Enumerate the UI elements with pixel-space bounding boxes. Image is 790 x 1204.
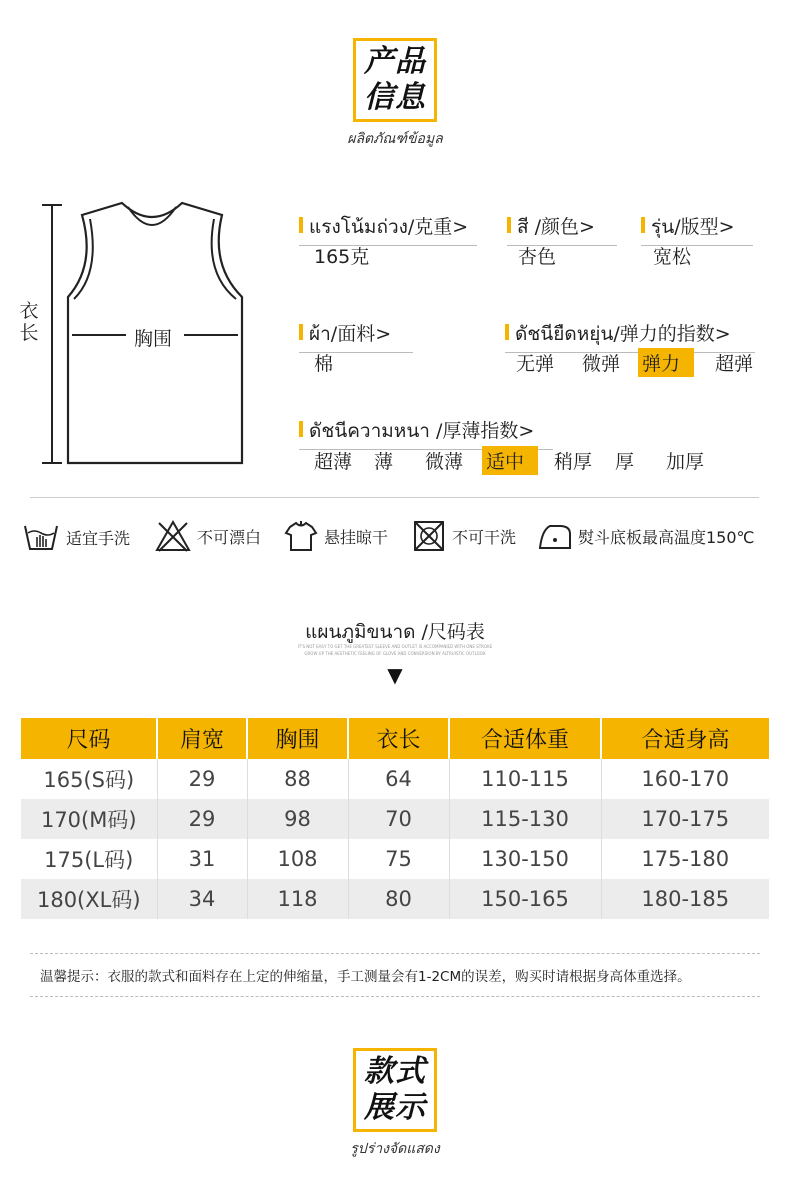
size-chart-title: แผนภูมิขนาด /尺码表 [305, 621, 485, 643]
table-cell: 118 [247, 879, 348, 919]
elasticity-option: 无弹 [516, 353, 555, 375]
fabric-label: ผ้า/面料> [299, 319, 413, 353]
table-cell: 170(M码) [21, 799, 157, 839]
table-cell: 115-130 [449, 799, 601, 839]
length-label: 衣 长 [19, 300, 39, 344]
color-label: สี /颜色> [507, 212, 617, 246]
fit-value: 宽松 [653, 246, 692, 268]
table-row [21, 879, 769, 919]
table-cell: 31 [157, 839, 247, 879]
thickness-option: 加厚 [666, 451, 705, 473]
table-cell: 150-165 [449, 879, 601, 919]
table-header-row [21, 718, 769, 759]
badge-subtitle: รูปร่างจัดแสดง [350, 1141, 440, 1157]
care-label: 适宜手洗 [66, 528, 131, 548]
care-item-hand-wash [22, 521, 130, 553]
style-display-badge [353, 1048, 437, 1132]
table-cell: 98 [247, 799, 348, 839]
badge-line-1: 款式 [364, 1054, 426, 1089]
badge-line-2: 信息 [364, 80, 426, 115]
table-row [21, 759, 769, 799]
weight-value: 165克 [314, 246, 370, 268]
badge-line-2: 展示 [364, 1090, 426, 1125]
care-label: 不可漂白 [197, 527, 262, 547]
table-cell: 108 [247, 839, 348, 879]
header-chest: 胸围 [247, 718, 348, 759]
header-shoulder: 肩宽 [157, 718, 247, 759]
header-length: 衣长 [348, 718, 449, 759]
table-cell: 175-180 [641, 847, 730, 871]
table-cell: 130-150 [449, 839, 601, 879]
elasticity-option-selected: 弹力 [638, 348, 694, 377]
care-item-iron [538, 520, 755, 552]
chest-label: 胸围 [134, 328, 173, 350]
no-dry-clean-icon [412, 519, 446, 553]
elasticity-option: 微弹 [582, 353, 621, 375]
table-cell: 170-175 [601, 799, 769, 839]
color-value: 杏色 [518, 246, 557, 268]
size-chart-fine-print: GROW UP THE AESTHETIC FEELING OF GLOVE AND CONVERSION BY ALTRUISTIC OUTLOOK [304, 651, 486, 656]
badge-line-1: 产品 [364, 44, 426, 79]
elasticity-label: ดัชนียืดหยุ่น/弹力的指数> [505, 319, 755, 353]
size-table [21, 718, 769, 919]
table-cell: 75 [348, 839, 449, 879]
header-weight: 合适体重 [449, 718, 601, 759]
table-cell: 175(L码) [21, 839, 157, 879]
header-size: 尺码 [21, 718, 157, 759]
fabric-value: 棉 [314, 353, 334, 375]
thickness-option: 稍厚 [554, 451, 593, 473]
thickness-label: ดัชนีความหนา /厚薄指数> [299, 416, 553, 450]
table-row [21, 839, 769, 879]
table-cell: 34 [157, 879, 247, 919]
elasticity-option: 超弹 [715, 353, 754, 375]
care-label: 熨斗底板最高温度150℃ [578, 527, 755, 547]
hand-wash-icon [22, 521, 60, 553]
table-cell: 165(S码) [21, 759, 157, 799]
no-bleach-icon [155, 519, 191, 553]
tip-top-border [30, 953, 760, 954]
iron-icon [538, 520, 572, 552]
tip-text: 温馨提示：衣服的款式和面料存在上定的伸缩量，手工测量会有1-2CM的误差，购买时请根据身高体重选择。 [40, 969, 691, 985]
table-cell: 70 [348, 799, 449, 839]
table-cell: 180-185 [601, 879, 769, 919]
badge-subtitle: ผลิตภัณฑ์ข้อมูล [347, 131, 443, 147]
header-height: 合适身高 [601, 718, 769, 759]
table-cell: 29 [157, 799, 247, 839]
fit-label: รุ่น/版型> [641, 212, 753, 246]
table-row [21, 799, 769, 839]
table-cell: 88 [247, 759, 348, 799]
table-cell: 110-115 [449, 759, 601, 799]
table-cell: 180(XL码) [21, 879, 157, 919]
weight-label: แรงโน้มถ่วง/克重> [299, 212, 477, 246]
product-info-badge [353, 38, 437, 122]
thickness-option: 薄 [374, 451, 394, 473]
care-label: 不可干洗 [452, 527, 517, 547]
care-item-no-dry-clean [412, 519, 516, 553]
care-item-no-bleach [155, 519, 261, 553]
table-cell: 64 [348, 759, 449, 799]
thickness-option: 超薄 [314, 451, 353, 473]
thickness-option: 微薄 [425, 451, 464, 473]
divider [30, 497, 759, 498]
care-item-hang-dry [284, 519, 388, 553]
table-cell: 160-170 [641, 767, 730, 791]
hang-dry-icon [284, 519, 318, 553]
table-cell: 80 [348, 879, 449, 919]
size-chart-fine-print: IT'S NOT EASY TO GET THE GREATEST SLEEVE AND OUTLET IS ACCOMPANIED WITH ONE STROKE [297, 644, 493, 649]
down-arrow-icon: ▼ [387, 663, 403, 687]
thickness-option-selected: 适中 [482, 446, 538, 475]
care-label: 悬挂晾干 [324, 527, 389, 547]
thickness-option: 厚 [615, 451, 635, 473]
tip-bottom-border [30, 996, 760, 997]
table-cell: 29 [157, 759, 247, 799]
